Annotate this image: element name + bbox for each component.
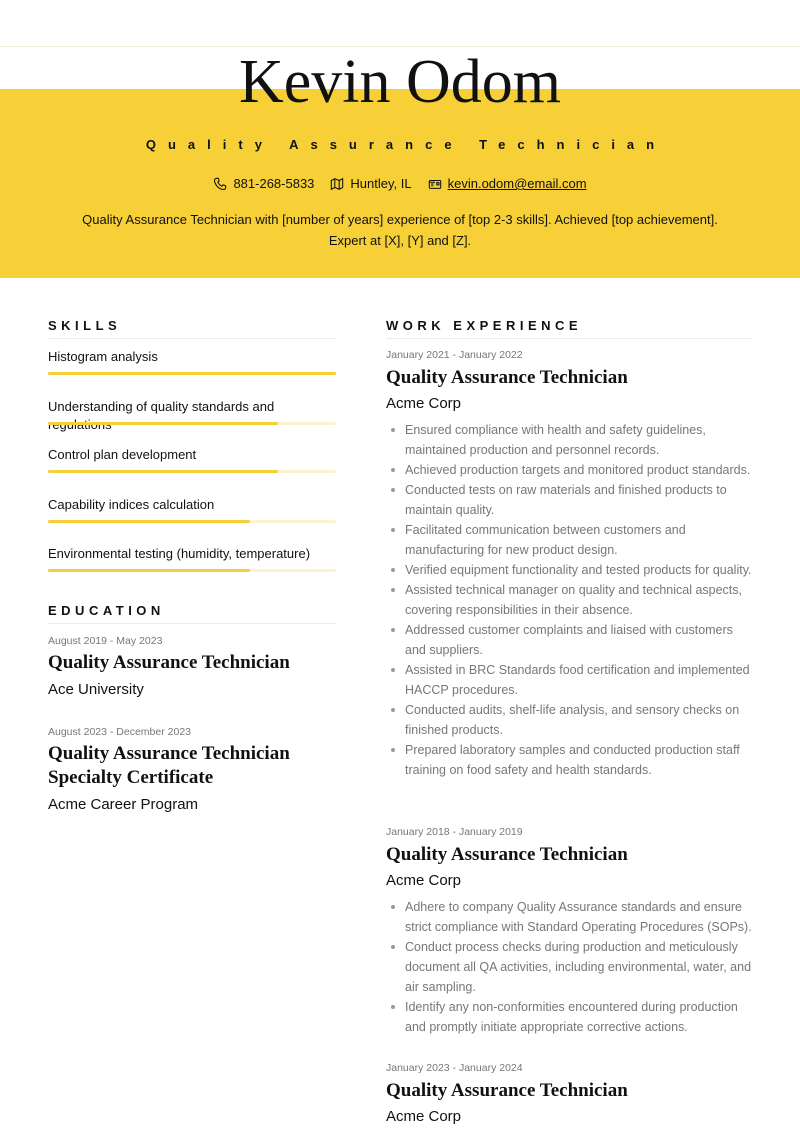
job-title: Quality Assurance Technician <box>386 844 628 865</box>
job-company: Acme Corp <box>386 395 462 412</box>
list-item: Verified equipment functionality and tested products for quality. <box>386 560 756 580</box>
location-contact <box>330 175 411 193</box>
education-school: Ace University <box>48 681 144 698</box>
list-item: Assisted in BRC Standards food certification and implemented HACCP procedures. <box>386 660 756 700</box>
candidate-title: Quality Assurance Technician <box>145 137 667 152</box>
phone-icon <box>213 177 227 191</box>
skill-label: Control plan development <box>48 447 197 462</box>
list-item: Assisted technical manager on quality and technical aspects, covering responsibilities in their absence. <box>386 580 756 620</box>
email-icon <box>428 177 442 191</box>
skill-label: Capability indices calculation <box>48 497 215 512</box>
job-dates: January 2021 - January 2022 <box>386 349 523 361</box>
education-dates: August 2019 - May 2023 <box>48 635 163 647</box>
skills-heading: SKILLS <box>48 318 122 333</box>
phone-contact[interactable] <box>213 175 314 193</box>
education-title-line: Specialty Certificate <box>48 767 214 788</box>
phone-number: 881-268-5833 <box>233 176 315 191</box>
skill-label: Histogram analysis <box>48 349 158 364</box>
job-bullets <box>386 420 756 780</box>
skill-label: Environmental testing (humidity, temperature) <box>48 546 311 561</box>
list-item: Facilitated communication between customers and manufacturing for new product design. <box>386 520 756 560</box>
skill-item <box>48 496 336 514</box>
skill-item <box>48 545 336 563</box>
email-contact[interactable] <box>428 175 587 193</box>
list-item: Identify any non-conformities encountered during production and promptly initiate appropriate corrective actions. <box>386 997 756 1037</box>
skill-bar <box>48 569 336 572</box>
job-company: Acme Corp <box>386 1108 462 1125</box>
contact-row <box>0 175 800 193</box>
education-title-line: Quality Assurance Technician <box>48 743 290 764</box>
candidate-name: Kevin Odom <box>238 48 562 116</box>
skill-bar-fill <box>48 372 336 375</box>
skill-item <box>48 446 336 464</box>
skill-bar <box>48 372 336 375</box>
list-item: Adhere to company Quality Assurance standards and ensure strict compliance with Standard Operating Procedures (SOPs). <box>386 897 756 937</box>
list-item: Conducted audits, shelf-life analysis, and sensory checks on finished products. <box>386 700 756 740</box>
work-divider <box>386 338 752 339</box>
list-item: Achieved production targets and monitored product standards. <box>386 460 756 480</box>
job-dates: January 2018 - January 2019 <box>386 826 523 838</box>
skill-bar <box>48 520 336 523</box>
education-school: Acme Career Program <box>48 796 199 813</box>
education-heading: EDUCATION <box>48 603 165 618</box>
location-text: Huntley, IL <box>350 176 412 191</box>
job-dates: January 2023 - January 2024 <box>386 1062 523 1074</box>
skill-bar <box>48 470 336 473</box>
skills-divider <box>48 338 336 339</box>
list-item: Ensured compliance with health and safety guidelines, maintained production and personnel records. <box>386 420 756 460</box>
list-item: Conduct process checks during production and meticulously document all QA activities, including environmental, water, and air sampling. <box>386 937 756 997</box>
education-title: Quality Assurance Technician <box>48 652 290 673</box>
skill-item <box>48 348 336 366</box>
job-company: Acme Corp <box>386 872 462 889</box>
list-item: Addressed customer complaints and liaised with customers and suppliers. <box>386 620 756 660</box>
education-title <box>48 742 290 790</box>
map-icon <box>330 177 344 191</box>
list-item: Conducted tests on raw materials and finished products to maintain quality. <box>386 480 756 520</box>
work-heading: WORK EXPERIENCE <box>386 318 583 333</box>
skill-bar-fill <box>48 569 250 572</box>
education-divider <box>48 623 336 624</box>
job-title: Quality Assurance Technician <box>386 1080 628 1101</box>
skill-bar <box>48 422 336 425</box>
skill-bar-fill <box>48 422 278 425</box>
skill-bar-fill <box>48 520 250 523</box>
email-link[interactable]: kevin.odom@email.com <box>447 176 587 191</box>
summary-line-2: Expert at [X], [Y] and [Z]. <box>328 233 472 248</box>
skill-bar-fill <box>48 470 278 473</box>
skill-item <box>48 398 336 434</box>
summary-line-1: Quality Assurance Technician with [number of years] experience of [top 2-3 skills]. Achieved [top achievement]. <box>82 212 718 227</box>
job-title: Quality Assurance Technician <box>386 367 628 388</box>
job-bullets <box>386 897 756 1037</box>
list-item: Prepared laboratory samples and conducted production staff training on food safety and health standards. <box>386 740 756 780</box>
summary <box>80 209 720 251</box>
education-dates: August 2023 - December 2023 <box>48 726 192 738</box>
skill-label: Understanding of quality standards and <box>48 399 275 414</box>
